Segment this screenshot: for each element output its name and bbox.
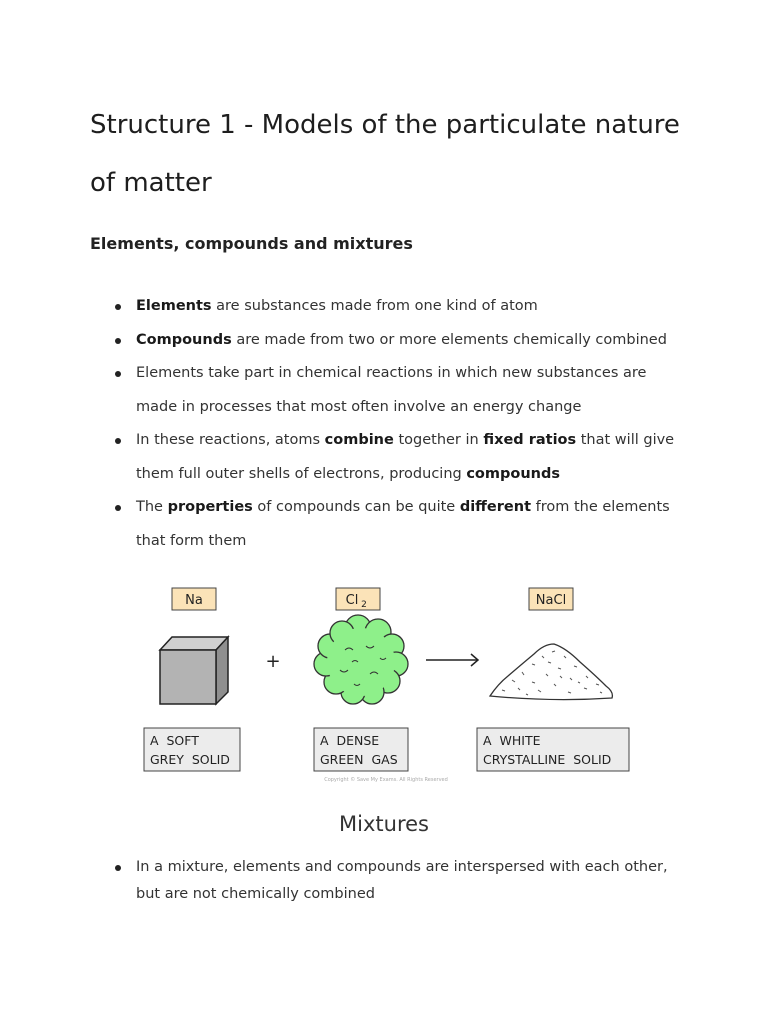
plus-sign: + xyxy=(265,651,281,672)
bullet-text: The xyxy=(136,499,168,515)
bold-term: combine xyxy=(324,432,394,448)
bullet-item xyxy=(90,290,690,324)
page-title: Structure 1 - Models of the particulate nature of matter xyxy=(90,110,680,198)
bullet-item xyxy=(90,491,690,558)
bold-term: Elements xyxy=(136,298,212,314)
section-subtitle: Elements, compounds and mixtures xyxy=(90,234,413,253)
bold-term: different xyxy=(459,499,531,515)
bullet-text: In these reactions, atoms xyxy=(136,432,325,448)
bullet-text: are substances made from one kind of atom xyxy=(211,298,538,314)
nacl-desc-line1: A WHITE xyxy=(483,733,541,748)
mixtures-heading: Mixtures xyxy=(339,812,429,836)
na-label: Na xyxy=(185,593,203,608)
na-label-box xyxy=(172,588,216,610)
bullet-list xyxy=(90,290,690,558)
bold-term: Compounds xyxy=(136,331,232,348)
cl-description-box xyxy=(314,728,408,771)
nacl-description-box xyxy=(477,728,629,771)
bullet-text: are made from two or more elements chemically combined xyxy=(231,331,667,348)
bullet-item xyxy=(90,324,690,358)
reaction-arrow xyxy=(426,654,478,666)
bullet-text: together in xyxy=(393,432,484,448)
cl-label-box xyxy=(336,588,380,610)
na-desc-line1: A SOFT xyxy=(150,733,199,748)
bold-term: fixed ratios xyxy=(483,432,577,448)
chlorine-gas-cloud xyxy=(314,615,408,704)
na-desc-line2: GREY SOLID xyxy=(150,752,230,767)
bullet-item xyxy=(90,357,690,424)
copyright-text: Copyright © Save My Exams. All Rights Reserved xyxy=(324,777,448,783)
na-description-box xyxy=(144,728,240,771)
cl-desc-line2: GREEN GAS xyxy=(320,752,398,767)
salt-crystal-pile xyxy=(490,644,612,700)
bullet-text: of compounds can be quite xyxy=(252,499,460,515)
bullet-text: that will give them full outer shells of electrons, producing xyxy=(136,432,675,482)
bold-term: properties xyxy=(167,499,253,515)
cl-label: Cl xyxy=(345,593,359,608)
mixtures-bullet-item: In a mixture, elements and compounds are interspersed with each other, but are not chemically combined xyxy=(90,854,690,908)
cl-subscript: 2 xyxy=(361,600,367,610)
nacl-label-box xyxy=(529,588,573,610)
sodium-cube xyxy=(160,637,228,704)
cl-desc-line1: A DENSE xyxy=(320,733,380,748)
reaction-diagram xyxy=(140,580,640,790)
nacl-label: NaCl xyxy=(535,593,567,608)
nacl-desc-line2: CRYSTALLINE SOLID xyxy=(483,752,612,767)
mixtures-bullet-list xyxy=(90,854,690,908)
bullet-text: Elements take part in chemical reactions in which new substances are made in processes that most often involve an energy change xyxy=(136,365,647,415)
bullet-item xyxy=(90,424,690,491)
bullet-text: from the elements that form them xyxy=(136,499,670,549)
bold-term: compounds xyxy=(466,465,560,482)
